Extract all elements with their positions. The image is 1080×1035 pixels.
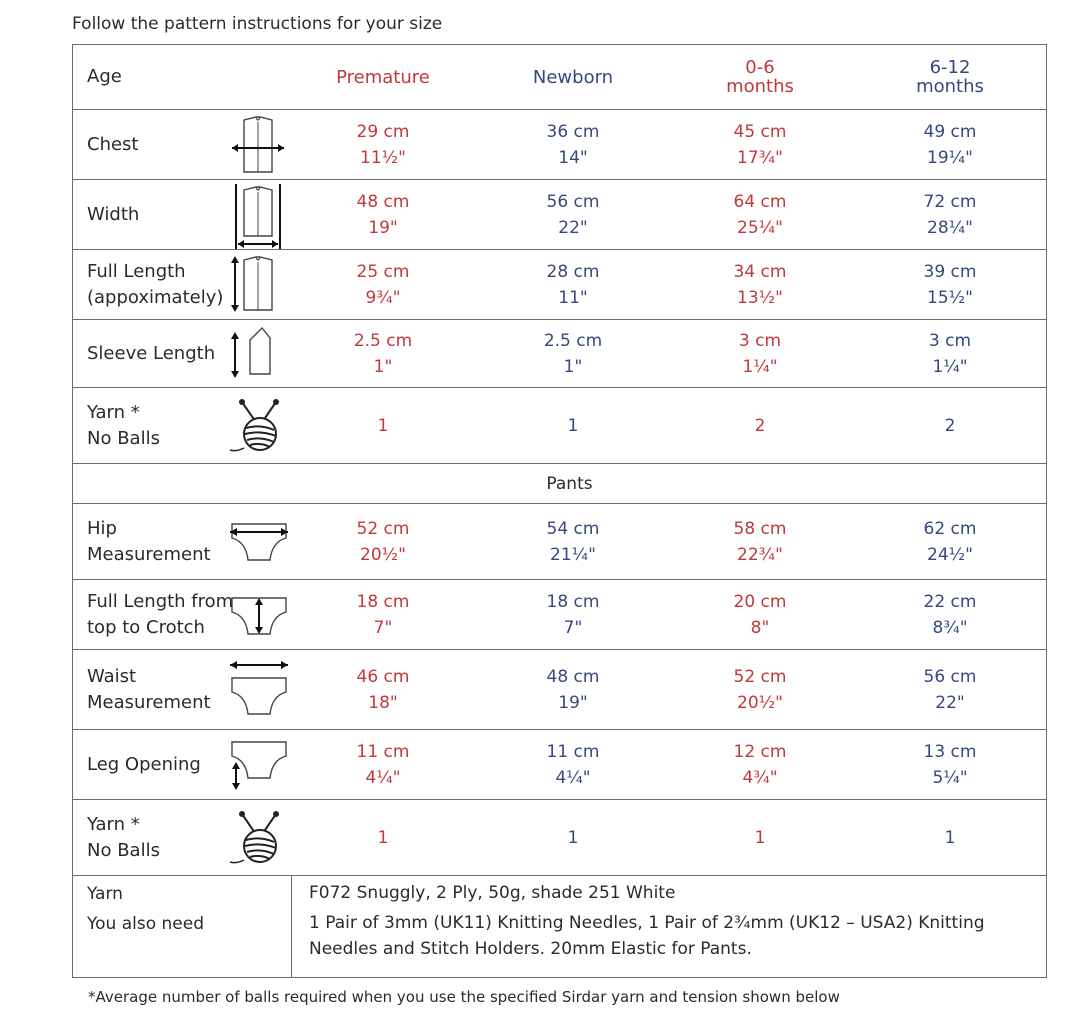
full-length-newborn: 28 cm 11": [546, 261, 600, 308]
pants-length-icon: [228, 592, 290, 640]
waist-premature: 46 cm 18": [356, 666, 410, 713]
pants-waist-icon: [228, 656, 290, 718]
you-also-need-label: You also need: [87, 914, 204, 934]
chest-row: [73, 109, 1046, 179]
cardigan-width-icon: [228, 184, 288, 250]
waist-newborn: 48 cm 19": [546, 666, 600, 713]
sleeve-length-label: Sleeve Length: [87, 342, 216, 364]
footnote: *Average number of balls required when you use the specified Sirdar yarn and tension shown below: [88, 988, 840, 1006]
size-6-12-months-header: 6-12 months: [916, 57, 984, 97]
cardigan-yarn-balls-row: [73, 387, 1046, 463]
intro-text: Follow the pattern instructions for your size: [72, 14, 443, 34]
age-label: Age: [87, 66, 122, 87]
waist-0-6-months: 52 cm 20½": [733, 666, 787, 713]
width-premature: 48 cm 19": [356, 191, 410, 238]
chest-newborn: 36 cm 14": [546, 121, 600, 168]
hip-label: Hip Measurement: [87, 517, 211, 565]
age-header-row: [73, 45, 1046, 109]
sleeve-length-newborn: 2.5 cm 1": [543, 330, 603, 377]
cardigan-yarn-balls-6-12-months: 2: [944, 415, 956, 436]
waist-label: Waist Measurement: [87, 665, 211, 713]
sleeve-length-icon: [228, 324, 288, 384]
leg-opening-row: [73, 729, 1046, 799]
materials-label-cell: [73, 876, 292, 977]
width-6-12-months: 72 cm 28¼": [923, 191, 977, 238]
size-premature-header: Premature: [336, 66, 430, 88]
waist-6-12-months: 56 cm 22": [923, 666, 977, 713]
hip-0-6-months: 58 cm 22¾": [733, 518, 787, 565]
width-newborn: 56 cm 22": [546, 191, 600, 238]
pants-length-row: [73, 579, 1046, 649]
width-row: [73, 179, 1046, 249]
pants-heading: Pants: [546, 473, 593, 494]
size-table: [72, 44, 1047, 978]
you-also-need-value: 1 Pair of 3mm (UK11) Knitting Needles, 1 Pair of 2¾mm (UK12 – USA2) Knitting Needles and Stitch Holders. 20mm Elastic for Pants.: [309, 913, 985, 959]
pants-yarn-balls-row: [73, 799, 1046, 875]
cardigan-yarn-balls-0-6-months: 2: [754, 415, 766, 436]
sleeve-length-0-6-months: 3 cm 1¼": [738, 330, 782, 377]
size-0-6-months-header: 0-6 months: [726, 57, 794, 97]
pants-yarn-balls-0-6-months: 1: [754, 827, 766, 848]
yarn-label: Yarn: [87, 884, 123, 904]
cardigan-yarn-balls-newborn: 1: [567, 415, 579, 436]
width-label: Width: [87, 203, 140, 225]
hip-6-12-months: 62 cm 24½": [923, 518, 977, 565]
full-length-label: Full Length (appoximately): [87, 260, 224, 308]
pants-leg-opening-icon: [228, 738, 290, 792]
width-0-6-months: 64 cm 25¼": [733, 191, 787, 238]
sleeve-length-6-12-months: 3 cm 1¼": [928, 330, 972, 377]
hip-newborn: 54 cm 21¼": [546, 518, 600, 565]
materials-row: [73, 875, 1046, 977]
size-newborn-header: Newborn: [532, 66, 614, 88]
hip-premature: 52 cm 20½": [356, 518, 410, 565]
full-length-premature: 25 cm 9¾": [356, 261, 410, 308]
yarn-ball-needles-icon: [228, 398, 288, 456]
pants-length-0-6-months: 20 cm 8": [733, 591, 787, 638]
full-length-row: [73, 249, 1046, 319]
chest-premature: 29 cm 11½": [356, 121, 410, 168]
leg-opening-premature: 11 cm 4¼": [356, 741, 410, 788]
full-length-6-12-months: 39 cm 15½": [923, 261, 977, 308]
pants-length-6-12-months: 22 cm 8¾": [923, 591, 977, 638]
leg-opening-label: Leg Opening: [87, 753, 201, 775]
pants-yarn-balls-newborn: 1: [567, 827, 579, 848]
pants-heading-row: [73, 463, 1046, 503]
leg-opening-6-12-months: 13 cm 5¼": [923, 741, 977, 788]
pants-hip-icon: [228, 518, 290, 566]
chest-0-6-months: 45 cm 17¾": [733, 121, 787, 168]
chest-label: Chest: [87, 133, 139, 155]
full-length-0-6-months: 34 cm 13½": [733, 261, 787, 308]
cardigan-length-icon: [228, 254, 288, 316]
pants-yarn-balls-label: Yarn * No Balls: [87, 813, 160, 861]
yarn-ball-needles-icon: [228, 810, 288, 868]
cardigan-yarn-balls-label: Yarn * No Balls: [87, 401, 160, 449]
leg-opening-0-6-months: 12 cm 4¾": [733, 741, 787, 788]
sleeve-length-row: [73, 319, 1046, 387]
pants-yarn-balls-premature: 1: [377, 827, 389, 848]
yarn-value: F072 Snuggly, 2 Ply, 50g, shade 251 White: [309, 883, 676, 903]
cardigan-chest-icon: [228, 114, 288, 178]
cardigan-yarn-balls-premature: 1: [377, 415, 389, 436]
pants-yarn-balls-6-12-months: 1: [944, 827, 956, 848]
pants-length-newborn: 18 cm 7": [546, 591, 600, 638]
chest-6-12-months: 49 cm 19¼": [923, 121, 977, 168]
waist-row: [73, 649, 1046, 729]
pants-length-label: Full Length from top to Crotch: [87, 590, 234, 638]
sleeve-length-premature: 2.5 cm 1": [353, 330, 413, 377]
pants-length-premature: 18 cm 7": [356, 591, 410, 638]
leg-opening-newborn: 11 cm 4¼": [546, 741, 600, 788]
hip-row: [73, 503, 1046, 579]
